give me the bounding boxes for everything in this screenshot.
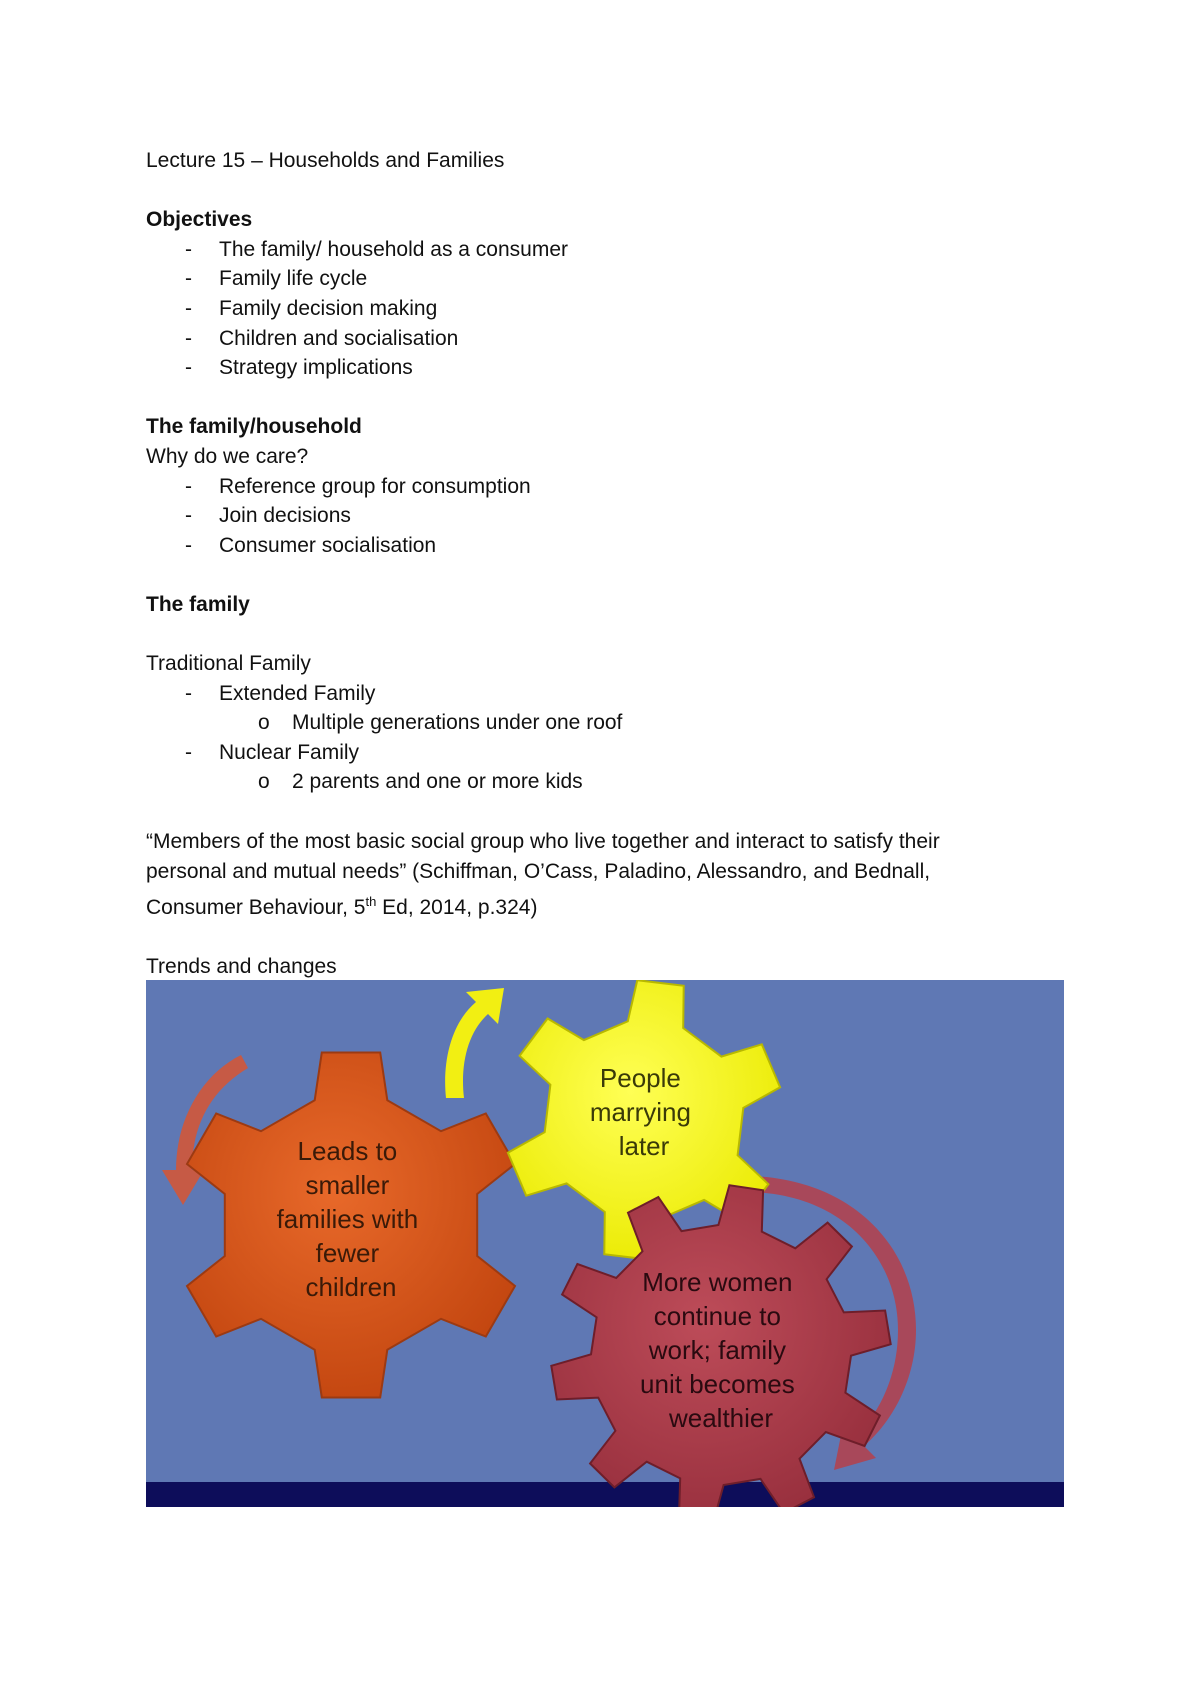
document-title: Lecture 15 – Households and Families (146, 149, 505, 172)
objectives-heading: Objectives (146, 208, 253, 232)
list-item: - Reference group for consumption (146, 472, 1066, 502)
gear-label-line: work; family (648, 1335, 787, 1365)
quote-text: Ed, 2014, p.324) (376, 895, 538, 919)
traditional-family-label: Traditional Family (146, 652, 311, 676)
list-item-nuclear-family: - Nuclear Family (146, 738, 1066, 768)
sub-list-item: o Multiple generations under one roof (146, 708, 1066, 738)
gear-label-line: Leads to (297, 1136, 398, 1166)
list-item: - Family decision making (146, 294, 1066, 324)
objectives-list (146, 235, 1066, 383)
gear-label-line: fewer (315, 1238, 380, 1268)
list-item: - Family life cycle (146, 264, 1066, 294)
list-item-extended-family: - Extended Family (146, 679, 1066, 709)
gear-label-line: families with (276, 1204, 419, 1234)
document-body (146, 146, 1066, 982)
quote-superscript: th (365, 893, 377, 909)
family-types-list (146, 679, 1066, 797)
gear-label-line: later (618, 1131, 670, 1161)
household-list (146, 472, 1066, 561)
household-heading: The family/household (146, 415, 362, 439)
family-heading: The family (146, 592, 250, 616)
gear-label-line: smaller (305, 1170, 390, 1200)
gear-label-line: People (599, 1063, 681, 1093)
trends-heading: Trends and changes (146, 955, 337, 979)
trends-gear-diagram (146, 980, 1064, 1507)
list-item: - Children and socialisation (146, 324, 1066, 354)
gear-label-line: More women (642, 1267, 793, 1297)
quote-text: Consumer Behaviour, 5 (146, 895, 366, 919)
gear-label-line: children (305, 1272, 397, 1302)
gear-label-line: wealthier (668, 1403, 774, 1433)
definition-quote (146, 827, 1066, 923)
diagram-floor (146, 1482, 1064, 1507)
list-item: - Join decisions (146, 501, 1066, 531)
list-item: - Consumer socialisation (146, 531, 1066, 561)
sub-list-item: o 2 parents and one or more kids (146, 767, 1066, 797)
gear-label-line: marrying (589, 1097, 691, 1127)
gear-label-line: continue to (653, 1301, 781, 1331)
list-item: - The family/ household as a consumer (146, 235, 1066, 265)
quote-line: personal and mutual needs” (Schiffman, O’Cass, Paladino, Alessandro, and Bednall, (146, 859, 931, 883)
household-question: Why do we care? (146, 444, 309, 468)
quote-line: “Members of the most basic social group who live together and interact to satisfy their (146, 829, 940, 853)
gear-diagram-canvas (146, 980, 1064, 1507)
gear-label-line: unit becomes (640, 1369, 795, 1399)
list-item: - Strategy implications (146, 353, 1066, 383)
quote-line (146, 887, 1066, 923)
